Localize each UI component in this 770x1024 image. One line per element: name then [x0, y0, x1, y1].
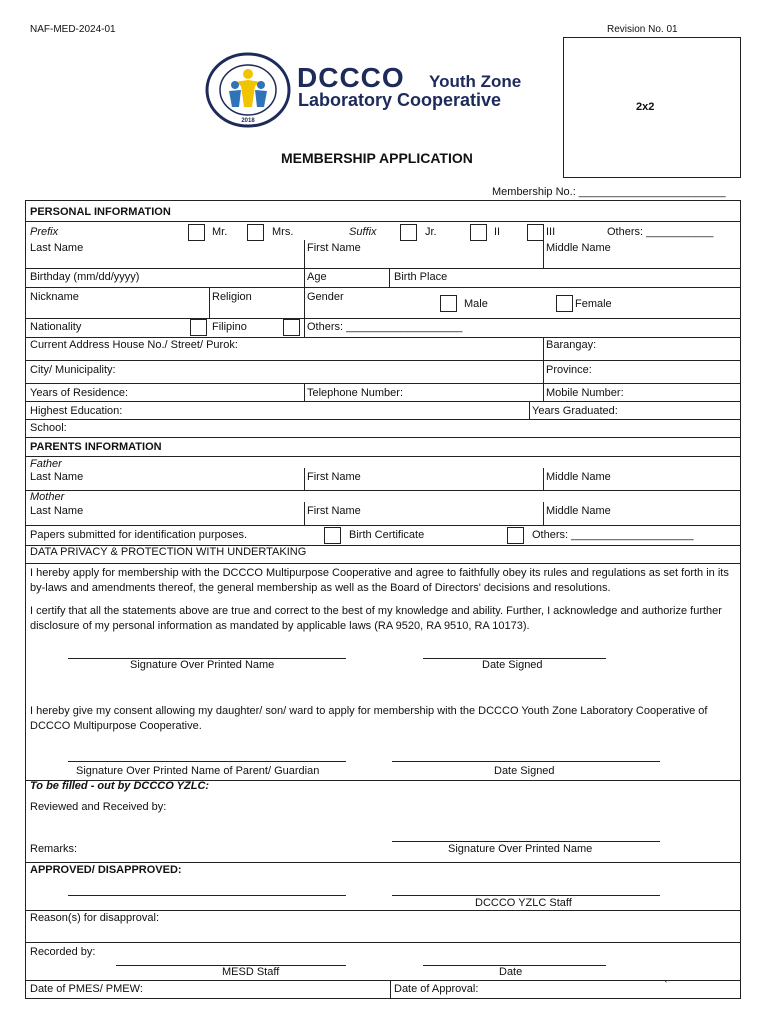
- jr-checkbox[interactable]: [400, 224, 417, 241]
- papers-label: Papers submitted for identification purposes.: [30, 529, 248, 541]
- reviewer-signature-label: Signature Over Printed Name: [448, 843, 593, 855]
- telephone-label: Telephone Number:: [307, 387, 404, 399]
- mother-last-name-label: Last Name: [30, 505, 84, 517]
- approval-heading: APPROVED/ DISAPPROVED:: [30, 864, 182, 876]
- female-label: Female: [575, 298, 612, 310]
- disapproval-reasons-label: Reason(s) for disapproval:: [30, 912, 160, 924]
- recorded-by-label: Recorded by:: [30, 946, 96, 958]
- mother-label: Mother: [30, 491, 65, 503]
- parental-consent-paragraph: I hereby give my consent allowing my daughter/ son/ ward to apply for membership with the DCCCO Youth Zone Laboratory Cooperative of DCCCO Multipurpose Cooperative.: [30, 705, 708, 732]
- parents-info-heading: PARENTS INFORMATION: [30, 441, 162, 453]
- jr-label: Jr.: [425, 226, 437, 238]
- nationality-label: Nationality: [30, 321, 82, 333]
- birth-place-label: Birth Place: [394, 271, 448, 283]
- prefix-label: Prefix: [30, 226, 59, 238]
- brand-sub-2: Laboratory Cooperative: [298, 90, 502, 110]
- papers-others-field[interactable]: Others: ____________________: [532, 529, 694, 541]
- nickname-label: Nickname: [30, 291, 79, 303]
- stray-mark: `: [664, 980, 668, 992]
- father-middle-name-label: Middle Name: [546, 471, 611, 483]
- birth-certificate-checkbox[interactable]: [324, 527, 341, 544]
- privacy-heading: DATA PRIVACY & PROTECTION WITH UNDERTAKING: [30, 546, 307, 558]
- father-last-name-label: Last Name: [30, 471, 84, 483]
- seal-year: 2018: [241, 118, 255, 124]
- birth-certificate-label: Birth Certificate: [349, 529, 425, 541]
- form-frame: [25, 200, 741, 999]
- female-checkbox[interactable]: [556, 295, 573, 312]
- guardian-date-label: Date Signed: [494, 765, 555, 777]
- form-code: NAF-MED-2024-01: [30, 24, 116, 35]
- mrs-label: Mrs.: [272, 226, 294, 238]
- remarks-label: Remarks:: [30, 843, 78, 855]
- cooperative-seal-logo: [205, 52, 291, 128]
- certification-paragraph: I certify that all the statements above are true and correct to the best of my knowledge and ability. Further, I acknowledge and authorize further disclosure of my personal information as mandated by applicable laws (RA 9520, RA 9510, RA 10173).: [30, 605, 722, 632]
- mother-middle-name-label: Middle Name: [546, 505, 611, 517]
- ii-checkbox[interactable]: [470, 224, 487, 241]
- revision-number: Revision No. 01: [607, 24, 678, 35]
- office-use-heading: To be filled - out by DCCCO YZLC:: [30, 780, 210, 792]
- applicant-signature-label: Signature Over Printed Name: [130, 659, 275, 671]
- guardian-signature-label: Signature Over Printed Name of Parent/ Guardian: [76, 765, 320, 777]
- membership-agreement-paragraph: I hereby apply for membership with the DCCCO Multipurpose Cooperative and agree to faithfully obey its rules and regulations as set forth in its by-laws and amendments thereof, the general membership as well as the Board of Directors' decisions and resolutions.: [30, 567, 729, 594]
- school-label: School:: [30, 422, 67, 434]
- approval-date-label: Date of Approval:: [394, 983, 479, 995]
- barangay-label: Barangay:: [546, 339, 597, 351]
- photo-box-label: 2x2: [636, 101, 655, 113]
- religion-label: Religion: [212, 291, 252, 303]
- years-residence-label: Years of Residence:: [30, 387, 129, 399]
- photo-box: [563, 37, 741, 178]
- mr-checkbox[interactable]: [188, 224, 205, 241]
- first-name-label: First Name: [307, 242, 361, 254]
- father-first-name-label: First Name: [307, 471, 361, 483]
- suffix-label: Suffix: [349, 226, 377, 238]
- mobile-label: Mobile Number:: [546, 387, 624, 399]
- others-nationality-checkbox[interactable]: [283, 319, 300, 336]
- mrs-checkbox[interactable]: [247, 224, 264, 241]
- gender-label: Gender: [307, 291, 344, 303]
- suffix-others-field[interactable]: Others: ___________: [607, 226, 714, 238]
- father-label: Father: [30, 458, 62, 470]
- ii-label: II: [494, 226, 501, 238]
- reviewer-signature-line[interactable]: [392, 841, 660, 842]
- papers-others-checkbox[interactable]: [507, 527, 524, 544]
- province-label: Province:: [546, 364, 592, 376]
- male-checkbox[interactable]: [440, 295, 457, 312]
- mesd-staff-label: MESD Staff: [222, 966, 280, 978]
- others-nationality-field[interactable]: Others: ___________________: [307, 321, 463, 333]
- mr-label: Mr.: [212, 226, 228, 238]
- address-label: Current Address House No./ Street/ Purok:: [30, 339, 238, 351]
- approval-signature-line[interactable]: [68, 895, 346, 896]
- iii-checkbox[interactable]: [527, 224, 544, 241]
- age-label: Age: [307, 271, 327, 283]
- guardian-signature-line[interactable]: [68, 761, 346, 762]
- education-label: Highest Education:: [30, 405, 123, 417]
- guardian-date-line[interactable]: [392, 761, 660, 762]
- reviewed-label: Reviewed and Received by:: [30, 801, 167, 813]
- staff-signature-line[interactable]: [392, 895, 660, 896]
- filipino-label: Filipino: [212, 321, 247, 333]
- middle-name-label: Middle Name: [546, 242, 611, 254]
- personal-info-heading: PERSONAL INFORMATION: [30, 206, 171, 218]
- birthday-label: Birthday (mm/dd/yyyy): [30, 271, 140, 283]
- pmes-date-label: Date of PMES/ PMEW:: [30, 983, 143, 995]
- membership-number: Membership No.: ________________________: [492, 186, 726, 198]
- brand-sub-1: Youth Zone: [429, 72, 522, 91]
- staff-label: DCCCO YZLC Staff: [475, 897, 572, 909]
- filipino-checkbox[interactable]: [190, 319, 207, 336]
- last-name-label: Last Name: [30, 242, 84, 254]
- iii-label: III: [546, 226, 556, 238]
- years-graduated-label: Years Graduated:: [532, 405, 618, 417]
- city-label: City/ Municipality:: [30, 364, 116, 376]
- recorded-date-label: Date: [499, 966, 523, 978]
- applicant-date-label: Date Signed: [482, 659, 543, 671]
- male-label: Male: [464, 298, 488, 310]
- mother-first-name-label: First Name: [307, 505, 361, 517]
- brand-main: DCCCO: [297, 62, 405, 93]
- form-title: MEMBERSHIP APPLICATION: [281, 150, 473, 166]
